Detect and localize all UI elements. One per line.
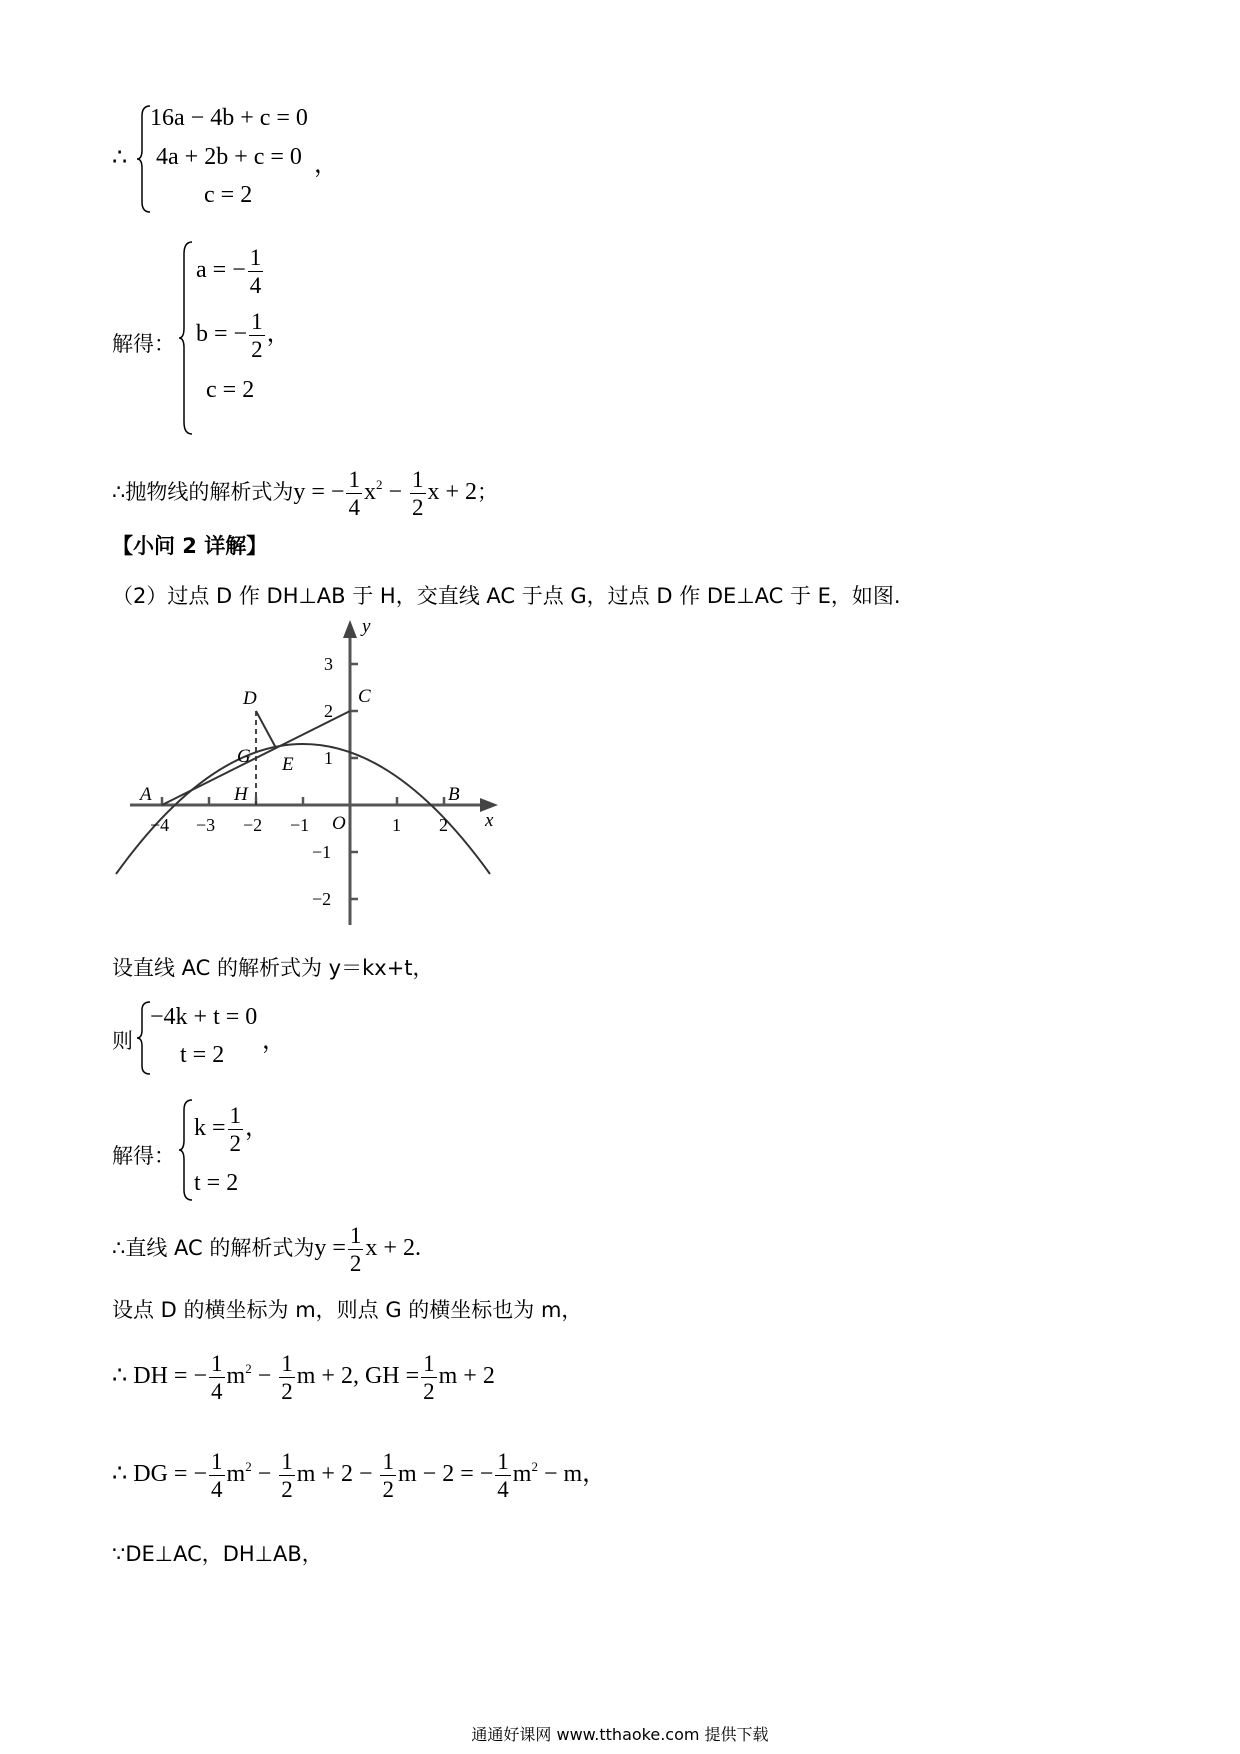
solution1-label: 解得：	[112, 332, 175, 356]
solution2-t: t = 2	[194, 1170, 239, 1196]
x-tick-label: −2	[243, 815, 263, 835]
origin-label: O	[332, 813, 346, 834]
line-ac-setup: 设直线 AC 的解析式为 y＝kx+t，	[112, 956, 434, 980]
solution2-k: k = $\frac{1}{2}$ ，	[194, 1103, 270, 1156]
x-tick-label: −4	[150, 815, 170, 835]
system1-eq2: 4a + 2b + c = 0	[156, 144, 302, 170]
system1-eq3: c = 2	[204, 182, 253, 208]
solution1-a: a = − $\frac{1}{4}$	[196, 245, 262, 298]
system1-eq1: 16a − 4b + c = 0	[150, 105, 308, 131]
point-label-a: A	[140, 784, 152, 805]
step2-description: （2）过点 D 作 DH⊥AB 于 H，交直线 AC 于点 G，过点 D 作 DE⊥AC 于 E，如图.	[112, 584, 901, 608]
system2-eq1: −4k + t = 0	[150, 1004, 258, 1030]
y-tick-label: 2	[324, 701, 333, 721]
dh-gh-expression: ∴ DH = − $\frac{1}{4}$ $m^2$ − $\frac{1}{2}$ m + 2, GH = $\frac{1}{2}$ m + 2	[112, 1351, 495, 1404]
y-axis-arrow-icon	[343, 620, 357, 638]
solution2-label: 解得：	[112, 1144, 175, 1168]
system2-eq2: t = 2	[180, 1042, 225, 1068]
axis-y-label: y	[362, 620, 371, 637]
x-tick-label: −3	[196, 815, 216, 835]
point-label-h: H	[234, 784, 248, 805]
system1-comma: ，	[314, 152, 338, 178]
y-tick-label: 1	[324, 748, 333, 768]
left-brace	[178, 240, 194, 436]
point-label-c: C	[358, 686, 371, 707]
dg-expression: ∴ DG = − $\frac{1}{4}$ $m^2$ − $\frac{1}{2}$ m + 2 − $\frac{1}{2}$ m − 2 = − $\frac{1}{4}$ $m^2 - m$，	[112, 1449, 607, 1502]
set-point-d: 设点 D 的横坐标为 m，则点 G 的横坐标也为 m，	[112, 1298, 583, 1322]
point-label-d: D	[243, 688, 257, 709]
line-ac-result: ∴直线 AC 的解析式为y = $\frac{1}{2}$ x + 2.	[112, 1223, 421, 1276]
section-2-heading: 【小问 2 详解】	[112, 534, 268, 558]
footer: 通通好课网 www.tthaoke.com 提供下载	[471, 1725, 769, 1744]
parabola-expression: ∴抛物线的解析式为y = − $\frac{1}{4}$ $x^2$ − $\frac{1}{2}$ x + 2；	[112, 467, 499, 520]
therefore-symbol: ∴	[112, 145, 128, 171]
axis-x-label: x	[485, 810, 494, 831]
parabola-curve	[116, 744, 490, 874]
point-label-b: B	[448, 784, 460, 805]
x-tick-label: 1	[392, 815, 401, 835]
x-tick-label: −1	[290, 815, 310, 835]
y-tick-label: −2	[312, 889, 332, 909]
y-tick-label: 3	[324, 654, 333, 674]
solution1-b: b = − $\frac{1}{2}$ ，	[196, 309, 291, 362]
y-tick-label: −1	[312, 842, 332, 862]
parabola-figure	[110, 620, 500, 935]
because-line: ∵DE⊥AC，DH⊥AB，	[112, 1542, 323, 1566]
system2-label: 则	[112, 1029, 133, 1053]
solution1-c: c = 2	[206, 377, 255, 403]
system2-comma: ，	[262, 1028, 286, 1054]
segment-de	[256, 711, 276, 748]
point-label-e: E	[282, 754, 294, 775]
x-tick-label: 2	[439, 815, 448, 835]
left-brace	[178, 1098, 194, 1202]
point-label-g: G	[237, 746, 251, 767]
